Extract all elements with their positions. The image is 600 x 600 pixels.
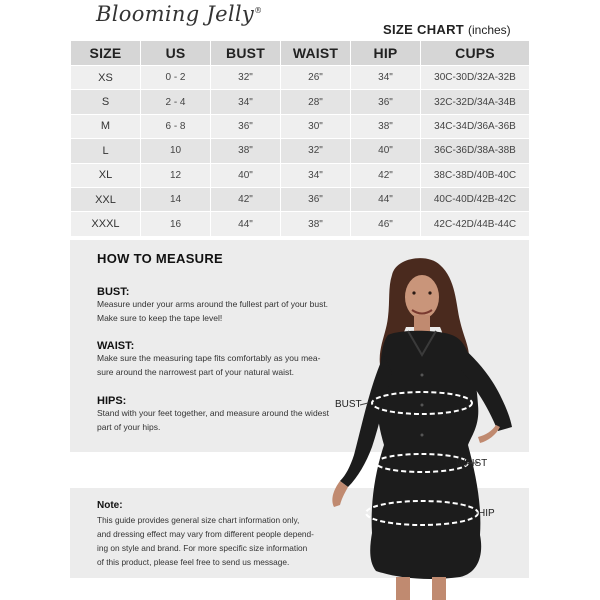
header-size: SIZE <box>71 41 141 66</box>
cell-bust: 36" <box>211 114 281 138</box>
cell-size: S <box>71 90 141 114</box>
note-text <box>97 513 327 569</box>
hips-line-2: part of your hips. <box>97 422 161 432</box>
cell-waist: 26" <box>281 66 351 90</box>
table-row <box>71 90 530 114</box>
cell-cups: 40C-40D/42B-42C <box>421 187 530 211</box>
figure-label-bust: BUST <box>335 399 362 410</box>
cell-us: 6 - 8 <box>141 114 211 138</box>
cell-us: 12 <box>141 163 211 187</box>
note-line-1: This guide provides general size chart information only, <box>97 515 300 525</box>
waist-title: WAIST: <box>97 340 135 352</box>
cell-size: M <box>71 114 141 138</box>
cell-us: 2 - 4 <box>141 90 211 114</box>
cell-hip: 42" <box>351 163 421 187</box>
cell-bust: 44" <box>211 212 281 236</box>
cell-cups: 32C-32D/34A-34B <box>421 90 530 114</box>
cell-size: L <box>71 139 141 163</box>
size-chart-table <box>70 40 530 237</box>
cell-waist: 34" <box>281 163 351 187</box>
brand-logo <box>96 2 262 26</box>
cell-waist: 38" <box>281 212 351 236</box>
cell-us: 16 <box>141 212 211 236</box>
cell-bust: 42" <box>211 187 281 211</box>
table-row <box>71 114 530 138</box>
table-row <box>71 139 530 163</box>
note-line-4: of this product, please feel free to send us message. <box>97 557 290 567</box>
how-to-measure-title: HOW TO MEASURE <box>97 251 224 266</box>
hips-line-1: Stand with your feet together, and measure around the widest <box>97 408 330 418</box>
bust-line-2: Make sure to keep the tape level! <box>97 313 223 323</box>
figure-label-hip: HIP <box>478 508 495 519</box>
model-figure-illustration <box>300 255 540 600</box>
cell-bust: 40" <box>211 163 281 187</box>
cell-us: 0 - 2 <box>141 66 211 90</box>
note-line-2: and dressing effect may vary from different people depend- <box>97 529 314 539</box>
cell-bust: 34" <box>211 90 281 114</box>
cell-cups: 34C-34D/36A-36B <box>421 114 530 138</box>
header-bust: BUST <box>211 41 281 66</box>
cell-cups: 36C-36D/38A-38B <box>421 139 530 163</box>
waist-line-1: Make sure the measuring tape fits comfortably as you mea- <box>97 353 321 363</box>
bust-title: BUST: <box>97 286 130 298</box>
cell-cups: 42C-42D/44B-44C <box>421 212 530 236</box>
cell-hip: 38" <box>351 114 421 138</box>
cell-us: 14 <box>141 187 211 211</box>
cell-waist: 32" <box>281 139 351 163</box>
bust-line-1: Measure under your arms around the fullest part of your bust. <box>97 299 329 309</box>
cell-size: XL <box>71 163 141 187</box>
header-cups: CUPS <box>421 41 530 66</box>
waist-line-2: sure around the narrowest part of your natural waist. <box>97 367 295 377</box>
header-waist: WAIST <box>281 41 351 66</box>
header-us: US <box>141 41 211 66</box>
cell-waist: 36" <box>281 187 351 211</box>
size-chart-heading <box>383 22 511 37</box>
table-row <box>71 66 530 90</box>
cell-us: 10 <box>141 139 211 163</box>
cell-cups: 30C-30D/32A-32B <box>421 66 530 90</box>
brand-name: Blooming Jelly <box>96 2 255 26</box>
hips-title: HIPS: <box>97 395 127 407</box>
figure-label-waist: WAIST <box>456 458 488 469</box>
cell-hip: 36" <box>351 90 421 114</box>
table-row <box>71 187 530 211</box>
cell-hip: 46" <box>351 212 421 236</box>
cell-hip: 40" <box>351 139 421 163</box>
cell-size: XXL <box>71 187 141 211</box>
header-hip: HIP <box>351 41 421 66</box>
table-header-row <box>71 41 530 66</box>
size-chart-unit: (inches) <box>468 23 511 37</box>
cell-size: XS <box>71 66 141 90</box>
cell-size: XXXL <box>71 212 141 236</box>
size-chart-title: SIZE CHART <box>383 22 464 37</box>
cell-cups: 38C-38D/40B-40C <box>421 163 530 187</box>
cell-hip: 44" <box>351 187 421 211</box>
note-title: Note: <box>97 500 123 511</box>
note-line-3: ing on style and brand. For more specific size information <box>97 543 308 553</box>
table-row <box>71 212 530 236</box>
cell-bust: 38" <box>211 139 281 163</box>
cell-bust: 32" <box>211 66 281 90</box>
cell-waist: 30" <box>281 114 351 138</box>
brand-registered-mark: ® <box>254 6 263 15</box>
table-row <box>71 163 530 187</box>
cell-hip: 34" <box>351 66 421 90</box>
cell-waist: 28" <box>281 90 351 114</box>
